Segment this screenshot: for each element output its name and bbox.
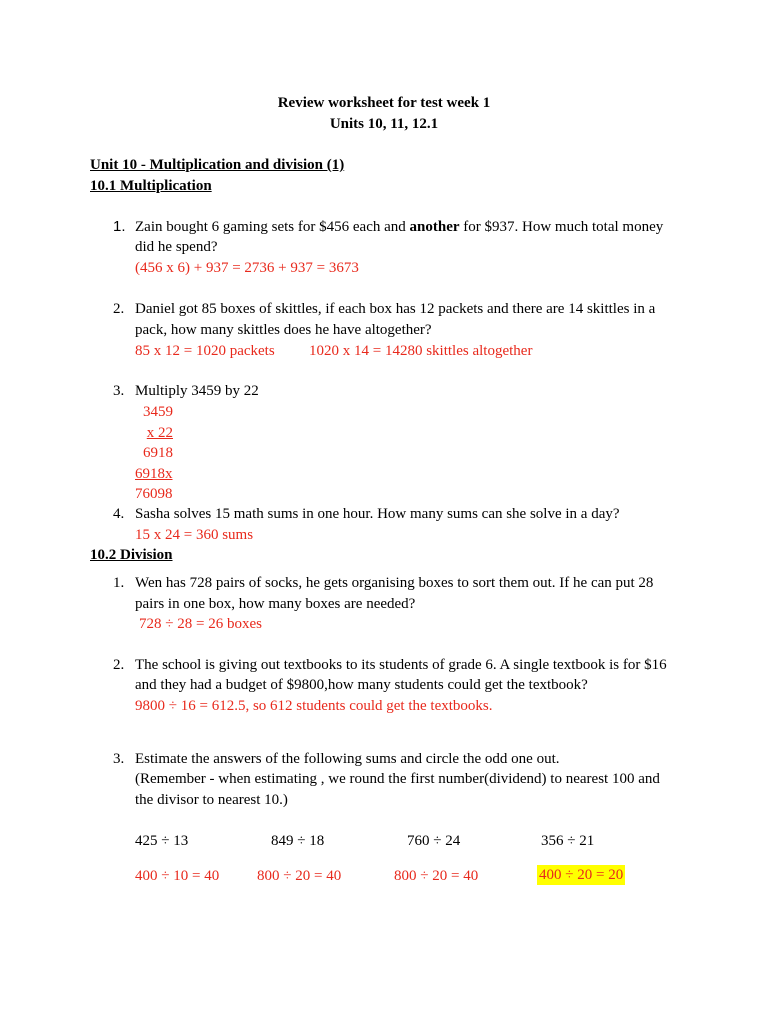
estimate-problem: 849 ÷ 18: [271, 833, 325, 849]
question-text: Wen has 728 pairs of socks, he gets organising boxes to sort them out. If he can put 28: [135, 575, 654, 591]
estimate-answer: 800 ÷ 20 = 40: [394, 868, 479, 884]
answer-text: 15 x 24 = 360 sums: [135, 527, 254, 543]
estimate-problem: 425 ÷ 13: [135, 833, 189, 849]
estimate-answer: 800 ÷ 20 = 40: [257, 868, 342, 884]
question-text-line: pack, how many skittles does he have altogether?: [135, 322, 432, 338]
question-text-line: and they had a budget of $9800,how many students could get the textbook?: [135, 677, 588, 693]
answer-text: 85 x 12 = 1020 packets: [135, 343, 275, 359]
question-text-line: did he spend?: [135, 239, 218, 255]
question-text: [135, 217, 663, 237]
question-number: 4.: [113, 506, 125, 522]
question-text: Estimate the answers of the following sums and circle the odd one out.: [135, 751, 560, 767]
question-text-part: Zain bought 6 gaming sets for $456 each and: [135, 219, 410, 235]
question-text-line: pairs in one box, how many boxes are needed?: [135, 596, 416, 612]
question-number: 3.: [113, 383, 125, 399]
question-number: 3.: [113, 751, 125, 767]
question-text: The school is giving out textbooks to its students of grade 6. A single textbook is for $16: [135, 657, 667, 673]
answer-text: (456 x 6) + 937 = 2736 + 937 = 3673: [135, 260, 359, 276]
estimate-answer: 400 ÷ 10 = 40: [135, 868, 220, 884]
answer-text: 1020 x 14 = 14280 skittles altogether: [309, 343, 533, 359]
question-number: 2.: [113, 301, 125, 317]
answer-text: 728 ÷ 28 = 26 boxes: [139, 616, 262, 632]
question-text-part: for $937. How much total money: [459, 219, 664, 235]
question-number: 1.: [113, 575, 125, 591]
question-text-emphasis: another: [409, 219, 460, 235]
page-subtitle: Units 10, 11, 12.1: [329, 116, 439, 132]
working-line: 6918x: [135, 466, 173, 482]
section-heading-multiplication: 10.1 Multiplication: [90, 178, 212, 194]
estimate-answer-highlighted: 400 ÷ 20 = 20: [539, 867, 624, 883]
question-text: Daniel got 85 boxes of skittles, if each box has 12 packets and there are 14 skittles in a: [135, 301, 656, 317]
question-text-line: the divisor to nearest 10.): [135, 792, 288, 808]
unit-heading: Unit 10 - Multiplication and division (1): [90, 157, 345, 173]
working-line: 6918: [143, 445, 173, 461]
answer-text: 9800 ÷ 16 = 612.5, so 612 students could get the textbooks.: [135, 698, 493, 714]
page-title: Review worksheet for test week 1: [277, 95, 491, 111]
working-line: 3459: [143, 404, 173, 420]
working-line: 76098: [135, 486, 173, 502]
question-text: Multiply 3459 by 22: [135, 383, 259, 399]
section-heading-division: 10.2 Division: [90, 547, 173, 563]
estimate-problem: 760 ÷ 24: [407, 833, 461, 849]
question-number: 1.: [113, 218, 126, 235]
question-text-line: (Remember - when estimating , we round the first number(dividend) to nearest 100 and: [135, 771, 660, 787]
estimate-problem: 356 ÷ 21: [541, 833, 595, 849]
question-text: Sasha solves 15 math sums in one hour. How many sums can she solve in a day?: [135, 506, 620, 522]
question-number: 2.: [113, 657, 125, 673]
working-line: x 22: [146, 425, 173, 441]
